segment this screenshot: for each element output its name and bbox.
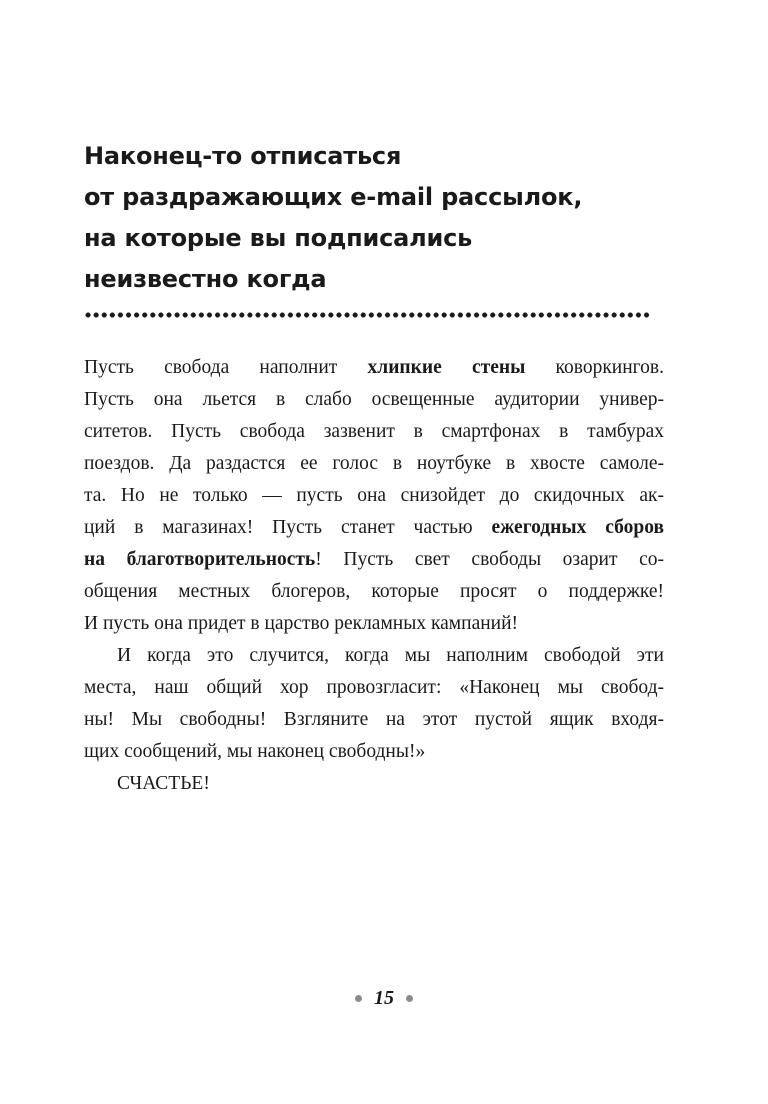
bullet-dot-icon <box>406 995 413 1002</box>
body-line <box>84 576 664 608</box>
dotted-divider <box>84 311 652 319</box>
body-line <box>84 736 664 768</box>
text-run: коворкингов. <box>525 357 665 378</box>
section-heading <box>84 136 684 300</box>
text-run: щих сообщений, мы наконец свободны!» <box>84 741 426 762</box>
body-line <box>84 352 664 384</box>
body-line <box>84 640 664 672</box>
text-run: поездов. Да раздастся ее голос в ноутбуке в хвосте самоле- <box>84 453 664 474</box>
bold-text-run: ежегодных сборов <box>491 517 665 538</box>
heading-line: от раздражающих e-mail рассылок, <box>84 183 583 211</box>
text-run: места, наш общий хор провозгласит: «Наконец мы свобод- <box>84 677 664 698</box>
body-line <box>84 448 664 480</box>
body-line <box>84 480 664 512</box>
body-line <box>84 672 664 704</box>
text-run: Пусть она льется в слабо освещенные аудитории универ- <box>84 389 664 410</box>
page-number: 15 <box>374 987 394 1009</box>
text-run: И когда это случится, когда мы наполним свободой эти <box>117 645 664 666</box>
body-paragraphs <box>84 352 664 800</box>
bullet-dot-icon <box>355 995 362 1002</box>
bold-text-run: на благотворительность <box>84 549 316 570</box>
text-run: СЧАСТЬЕ! <box>117 773 210 794</box>
body-line <box>84 512 664 544</box>
heading-line: на которые вы подписались <box>84 224 473 252</box>
text-run: та. Но не только — пусть она снизойдет до скидочных ак- <box>84 485 664 506</box>
text-run: общения местных блогеров, которые просят о поддержке! <box>84 581 664 602</box>
text-run: И пусть она придет в царство рекламных кампаний! <box>84 613 519 634</box>
body-line <box>84 704 664 736</box>
text-run: ! Пусть свет свободы озарит со- <box>315 549 664 570</box>
page-number-footer <box>0 986 768 1010</box>
body-line <box>84 384 664 416</box>
body-line <box>84 768 664 800</box>
body-line <box>84 544 664 576</box>
text-run: ны! Мы свободны! Взгляните на этот пустой ящик входя- <box>84 709 664 730</box>
text-run: ций в магазинах! Пусть станет частью <box>84 517 492 538</box>
body-line <box>84 608 664 640</box>
text-run: ситетов. Пусть свобода зазвенит в смартфонах в тамбурах <box>84 421 664 442</box>
bold-text-run: хлипкие стены <box>367 357 526 378</box>
text-run: Пусть свобода наполнит <box>84 357 368 378</box>
heading-line: Наконец-то отписаться <box>84 142 402 170</box>
heading-line: неизвестно когда <box>84 265 327 293</box>
body-line <box>84 416 664 448</box>
